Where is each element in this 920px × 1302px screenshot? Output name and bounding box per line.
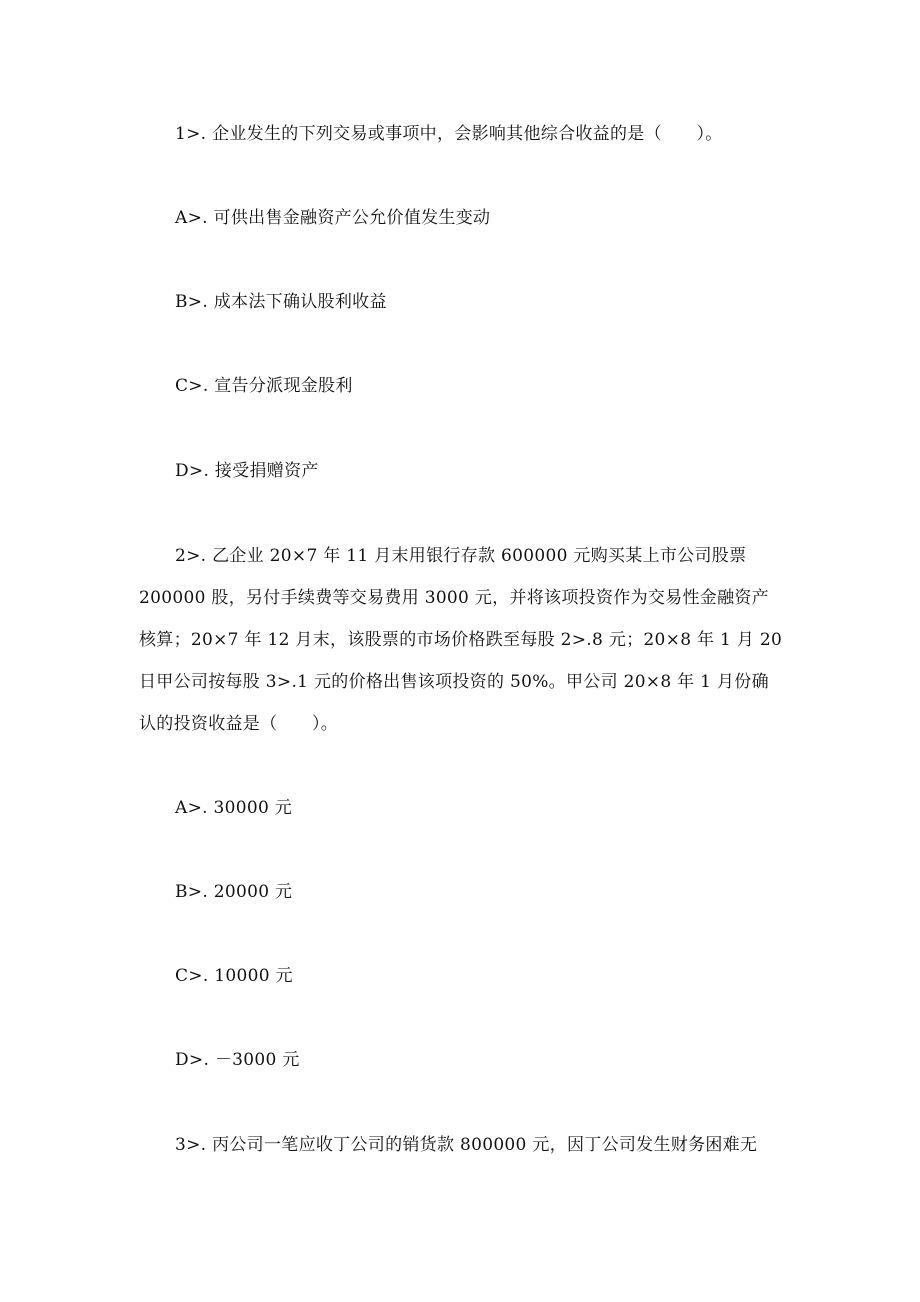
question-2-option-b: B>. 20000 元 xyxy=(175,882,293,902)
question-2-option-c: C>. 10000 元 xyxy=(175,966,293,986)
question-2-stem-line-4: 日甲公司按每股 3>.1 元的价格出售该项投资的 50%。甲公司 20×8 年 1 月份确 xyxy=(139,672,769,692)
question-2-stem-line-2: 200000 股，另付手续费等交易费用 3000 元，并将该项投资作为交易性金融资产 xyxy=(139,588,769,608)
question-1-option-b: B>. 成本法下确认股利收益 xyxy=(175,292,387,312)
question-1-option-d: D>. 接受捐赠资产 xyxy=(175,461,319,481)
question-2-stem-line-3: 核算；20×7 年 12 月末，该股票的市场价格跌至每股 2>.8 元；20×8 年 1 月 20 xyxy=(139,630,783,650)
question-2-stem-line-1: 2>. 乙企业 20×7 年 11 月末用银行存款 600000 元购买某上市公司股票 xyxy=(175,546,747,566)
question-2-option-d: D>. －3000 元 xyxy=(175,1050,300,1070)
question-1-stem: 1>. 企业发生的下列交易或事项中，会影响其他综合收益的是（ ）。 xyxy=(175,124,723,144)
question-3-stem-line-1: 3>. 丙公司一笔应收丁公司的销货款 800000 元，因丁公司发生财务困难无 xyxy=(175,1135,758,1155)
question-2-option-a: A>. 30000 元 xyxy=(175,798,293,818)
question-2-stem-line-5: 认的投资收益是（ ）。 xyxy=(139,714,339,734)
question-1-option-a: A>. 可供出售金融资产公允价值发生变动 xyxy=(175,208,491,228)
question-1-option-c: C>. 宣告分派现金股利 xyxy=(175,376,353,396)
